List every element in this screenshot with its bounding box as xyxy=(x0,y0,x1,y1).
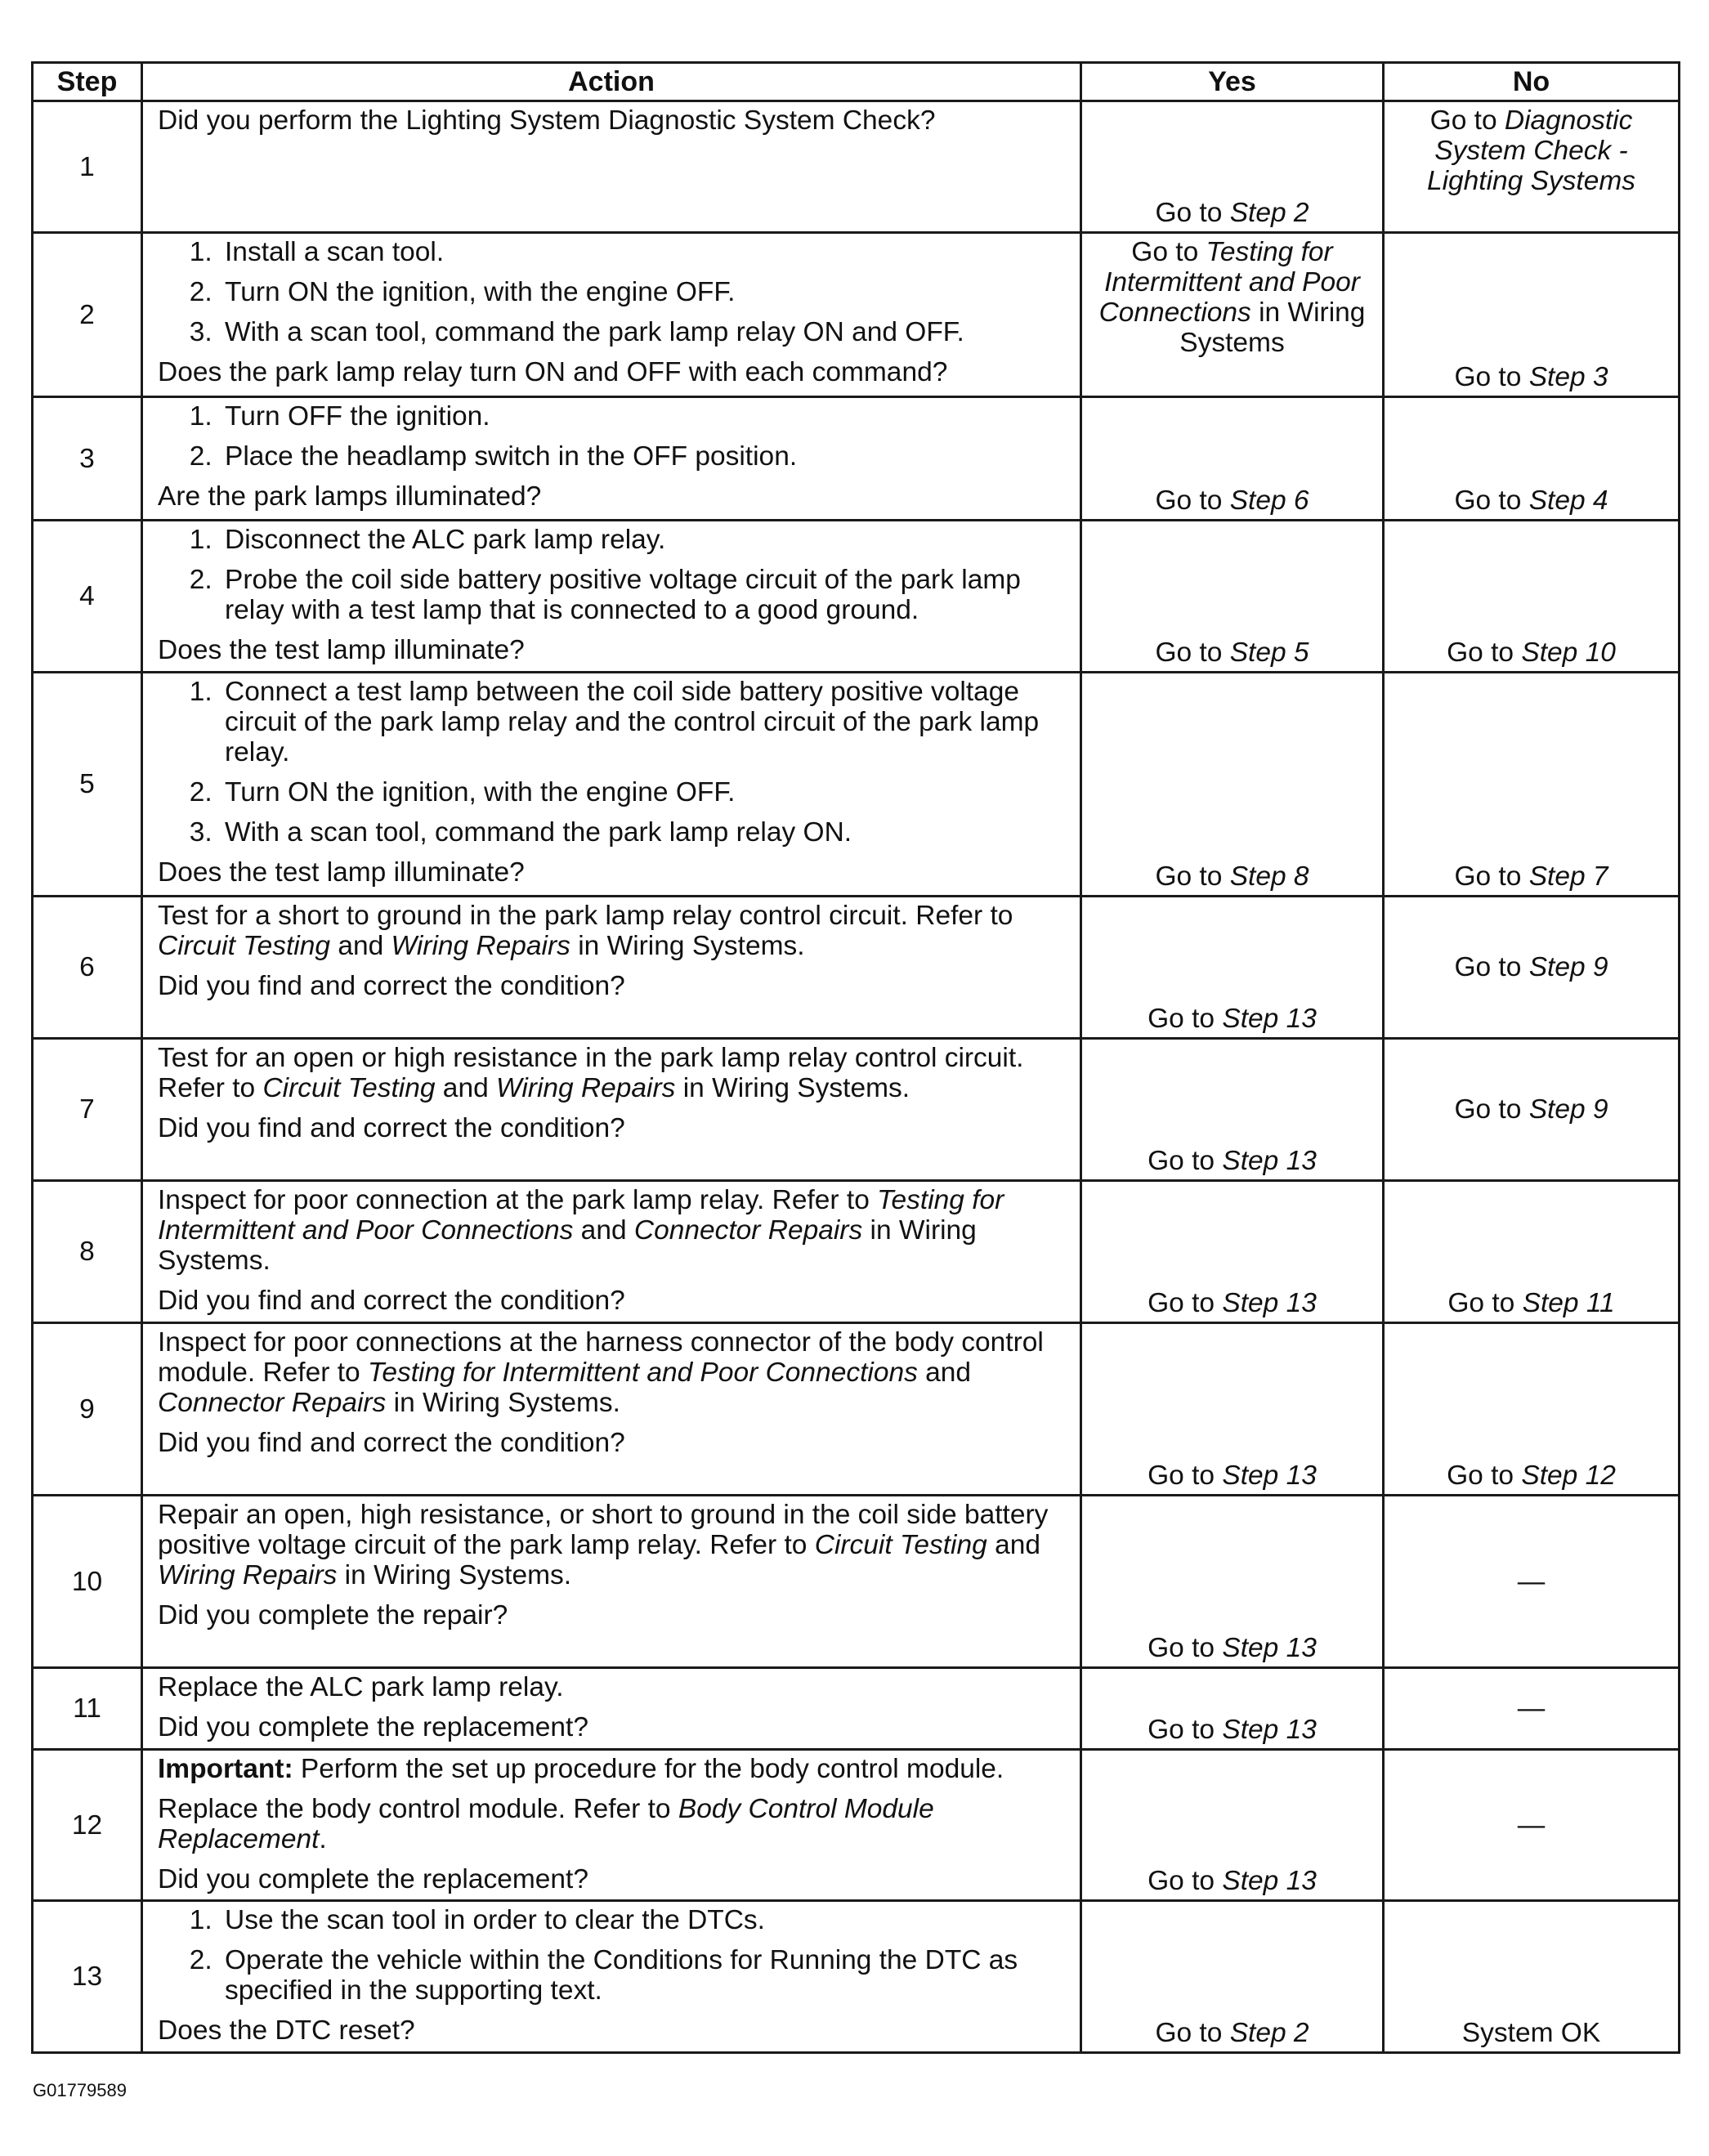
table-row xyxy=(33,101,1680,233)
yes-cell xyxy=(1081,1668,1384,1750)
action-text-part: and xyxy=(986,1530,1040,1560)
yes-cell xyxy=(1081,521,1384,673)
yes-prefix: Go to xyxy=(1148,1460,1223,1491)
table-row xyxy=(33,233,1680,397)
yes-prefix: Go to xyxy=(1155,861,1230,892)
yes-prefix: Go to xyxy=(1148,1288,1223,1318)
action-text-part: Inspect for poor connection at the park lamp relay. Refer to xyxy=(158,1185,878,1215)
header-action: Action xyxy=(142,63,1081,101)
action-text xyxy=(158,1500,1067,1590)
action-text-part: and xyxy=(573,1215,634,1246)
yes-link[interactable]: Step 13 xyxy=(1222,1715,1317,1745)
action-cell xyxy=(142,1496,1081,1668)
table-row xyxy=(33,1496,1680,1668)
yes-link[interactable]: Step 13 xyxy=(1222,1146,1317,1176)
yes-cell xyxy=(1081,233,1384,397)
no-link[interactable]: Step 9 xyxy=(1528,952,1608,982)
no-link[interactable]: Step 12 xyxy=(1521,1460,1616,1491)
action-steps xyxy=(158,1905,1067,2006)
action-step-item: 2. Turn ON the ignition, with the engine OFF. xyxy=(220,777,1067,807)
table-row xyxy=(33,1668,1680,1750)
yes-prefix: Go to xyxy=(1148,1866,1223,1896)
action-cell xyxy=(142,673,1081,897)
action-step-item: 2. Probe the coil side battery positive voltage circuit of the park lamp relay with a test lamp that is connected to a good ground. xyxy=(220,565,1067,625)
no-link[interactable]: Diagnostic System Check - Lighting Systems xyxy=(1426,105,1636,196)
action-question: Does the park lamp relay turn ON and OFF with each command? xyxy=(158,357,948,387)
reference-link[interactable]: Circuit Testing xyxy=(814,1530,987,1560)
reference-link[interactable]: Connector Repairs xyxy=(633,1215,863,1246)
no-cell xyxy=(1384,101,1680,233)
action-text xyxy=(158,1327,1067,1418)
action-step-item: 2. Turn ON the ignition, with the engine OFF. xyxy=(220,277,1067,307)
yes-link[interactable]: Step 5 xyxy=(1229,637,1309,668)
step-number: 13 xyxy=(33,1901,142,2053)
table-row xyxy=(33,1750,1680,1901)
action-text-part: Replace the body control module. Refer to xyxy=(158,1794,678,1824)
action-cell xyxy=(142,1668,1081,1750)
no-link[interactable]: Step 9 xyxy=(1528,1094,1608,1125)
reference-link[interactable]: Body Control Module Replacement xyxy=(158,1794,934,1854)
action-cell xyxy=(142,1039,1081,1181)
step-number: 8 xyxy=(33,1181,142,1323)
reference-link[interactable]: Testing for Intermittent and Poor Connections xyxy=(158,1185,1004,1246)
step-number: 3 xyxy=(33,397,142,521)
table-row xyxy=(33,1039,1680,1181)
reference-link[interactable]: Wiring Repairs xyxy=(158,1560,338,1590)
yes-link[interactable]: Step 2 xyxy=(1229,2018,1309,2048)
no-link[interactable]: Step 3 xyxy=(1528,362,1608,392)
no-prefix: Go to xyxy=(1447,1288,1523,1318)
yes-cell xyxy=(1081,897,1384,1039)
diagnostic-table-container xyxy=(31,61,1678,2054)
action-cell xyxy=(142,1181,1081,1323)
yes-cell xyxy=(1081,1323,1384,1496)
no-link[interactable]: Step 4 xyxy=(1528,485,1608,516)
yes-cell xyxy=(1081,101,1384,233)
no-cell xyxy=(1384,897,1680,1039)
action-steps xyxy=(158,677,1067,848)
important-note xyxy=(158,1754,1067,1784)
yes-link[interactable]: Step 13 xyxy=(1222,1460,1317,1491)
action-text-part: Test for an open or high resistance in the park lamp relay control circuit. Refer to xyxy=(158,1043,1024,1103)
reference-link[interactable]: Wiring Repairs xyxy=(391,931,570,961)
action-text: Did you perform the Lighting System Diagnostic System Check? xyxy=(158,105,936,136)
table-row xyxy=(33,1181,1680,1323)
step-number: 5 xyxy=(33,673,142,897)
action-cell xyxy=(142,233,1081,397)
table-row xyxy=(33,1323,1680,1496)
no-cell xyxy=(1384,233,1680,397)
reference-link[interactable]: Circuit Testing xyxy=(158,931,331,961)
table-row xyxy=(33,897,1680,1039)
action-step-item: 1. Use the scan tool in order to clear the DTCs. xyxy=(220,1905,1067,1935)
no-prefix: Go to xyxy=(1447,1460,1522,1491)
no-text: — xyxy=(1517,1566,1546,1597)
no-prefix: Go to xyxy=(1454,485,1529,516)
step-number: 1 xyxy=(33,101,142,233)
yes-link[interactable]: Step 6 xyxy=(1229,485,1309,516)
step-number: 2 xyxy=(33,233,142,397)
step-number: 7 xyxy=(33,1039,142,1181)
action-question: Does the DTC reset? xyxy=(158,2015,415,2046)
step-number: 10 xyxy=(33,1496,142,1668)
action-question: Did you complete the replacement? xyxy=(158,1864,588,1894)
table-row xyxy=(33,521,1680,673)
action-step-item: 1. Connect a test lamp between the coil side battery positive voltage circuit of the park lamp relay and the control circuit of the park lamp relay. xyxy=(220,677,1067,767)
yes-link[interactable]: Step 13 xyxy=(1222,1288,1317,1318)
step-number: 12 xyxy=(33,1750,142,1901)
important-text: Perform the set up procedure for the body control module. xyxy=(293,1754,1004,1784)
step-number: 11 xyxy=(33,1668,142,1750)
action-cell xyxy=(142,1901,1081,2053)
yes-link[interactable]: Step 8 xyxy=(1229,861,1309,892)
action-cell xyxy=(142,1750,1081,1901)
yes-link[interactable]: Step 13 xyxy=(1222,1004,1317,1034)
reference-link[interactable]: Wiring Repairs xyxy=(496,1073,676,1103)
yes-cell xyxy=(1081,1496,1384,1668)
action-text xyxy=(158,1185,1067,1276)
no-text: System OK xyxy=(1461,2018,1601,2048)
yes-cell xyxy=(1081,397,1384,521)
action-steps xyxy=(158,401,1067,472)
action-step-item: 3. With a scan tool, command the park lamp relay ON and OFF. xyxy=(220,317,1067,347)
no-prefix: Go to xyxy=(1454,1094,1529,1125)
no-cell xyxy=(1384,521,1680,673)
no-cell xyxy=(1384,1668,1680,1750)
no-cell xyxy=(1384,1750,1680,1901)
no-cell xyxy=(1384,673,1680,897)
action-cell xyxy=(142,897,1081,1039)
action-step-item: 2. Operate the vehicle within the Conditions for Running the DTC as specified in the supporting text. xyxy=(220,1945,1067,2006)
yes-prefix: Go to xyxy=(1148,1004,1223,1034)
action-cell xyxy=(142,101,1081,233)
action-text-part: and xyxy=(435,1073,497,1103)
yes-suffix: in Wiring Systems xyxy=(1179,297,1366,358)
action-step-item: 3. With a scan tool, command the park lamp relay ON. xyxy=(220,817,1067,848)
table-row xyxy=(33,397,1680,521)
action-question: Did you find and correct the condition? xyxy=(158,1428,625,1458)
reference-link[interactable]: Circuit Testing xyxy=(262,1073,436,1103)
action-question: Did you find and correct the condition? xyxy=(158,971,625,1001)
no-cell xyxy=(1384,397,1680,521)
no-cell xyxy=(1384,1181,1680,1323)
yes-prefix: Go to xyxy=(1148,1715,1223,1745)
action-text-part: Inspect for poor connections at the harness connector of the body control module. Refer to xyxy=(158,1327,1044,1388)
no-cell xyxy=(1384,1901,1680,2053)
yes-prefix: Go to xyxy=(1148,1146,1223,1176)
no-cell xyxy=(1384,1496,1680,1668)
no-cell xyxy=(1384,1039,1680,1181)
action-text-part: in Wiring Systems. xyxy=(386,1388,620,1418)
yes-prefix: Go to xyxy=(1155,637,1230,668)
yes-link[interactable]: Step 13 xyxy=(1222,1866,1317,1896)
no-link[interactable]: Step 11 xyxy=(1522,1288,1615,1318)
important-label: Important: xyxy=(158,1754,293,1784)
action-text-part: Test for a short to ground in the park lamp relay control circuit. Refer to xyxy=(158,901,1013,931)
yes-cell xyxy=(1081,1901,1384,2053)
action-text-part: Repair an open, high resistance, or short to ground in the coil side battery positive voltage circuit of the park lamp relay. Refer to xyxy=(158,1500,1049,1560)
action-cell xyxy=(142,521,1081,673)
action-question: Did you find and correct the condition? xyxy=(158,1286,625,1316)
action-step-item: 1. Turn OFF the ignition. xyxy=(220,401,1067,432)
step-number: 9 xyxy=(33,1323,142,1496)
action-question: Does the test lamp illuminate? xyxy=(158,857,525,888)
step-number: 4 xyxy=(33,521,142,673)
reference-link[interactable]: Connector Repairs xyxy=(158,1388,387,1418)
action-step-item: 2. Place the headlamp switch in the OFF position. xyxy=(220,441,1067,472)
action-text xyxy=(158,1043,1067,1103)
yes-cell xyxy=(1081,673,1384,897)
action-step-item: 1. Disconnect the ALC park lamp relay. xyxy=(220,525,1067,555)
action-question: Are the park lamps illuminated? xyxy=(158,481,542,512)
yes-link[interactable]: Step 2 xyxy=(1229,198,1309,228)
action-question: Did you complete the repair? xyxy=(158,1600,508,1630)
step-number: 6 xyxy=(33,897,142,1039)
header-step: Step xyxy=(33,63,142,101)
header-yes: Yes xyxy=(1081,63,1384,101)
header-row xyxy=(33,63,1680,101)
action-text-part: and xyxy=(917,1358,972,1388)
table-row xyxy=(33,1901,1680,2053)
diagnostic-table xyxy=(31,61,1680,2054)
action-text xyxy=(158,1794,1067,1854)
action-text-part: in Wiring Systems. xyxy=(675,1073,910,1103)
action-step-item: 1. Install a scan tool. xyxy=(220,237,1067,267)
no-prefix: Go to xyxy=(1454,362,1529,392)
no-link[interactable]: Step 7 xyxy=(1528,861,1608,892)
action-text-part: and xyxy=(330,931,391,961)
action-text-part: . xyxy=(319,1824,327,1854)
yes-prefix: Go to xyxy=(1148,1633,1223,1663)
no-text: — xyxy=(1517,1693,1546,1724)
figure-code: G01779589 xyxy=(33,2080,127,2100)
action-question: Did you find and correct the condition? xyxy=(158,1113,625,1143)
no-link[interactable]: Step 10 xyxy=(1521,637,1616,668)
yes-cell xyxy=(1081,1750,1384,1901)
reference-link[interactable]: Testing for Intermittent and Poor Connections xyxy=(367,1358,918,1388)
action-text xyxy=(158,901,1067,961)
yes-prefix: Go to xyxy=(1131,237,1206,267)
no-prefix: Go to xyxy=(1447,637,1522,668)
action-text-part: in Wiring Systems. xyxy=(158,1215,977,1276)
action-steps xyxy=(158,237,1067,347)
yes-link[interactable]: Step 13 xyxy=(1222,1633,1317,1663)
yes-prefix: Go to xyxy=(1155,2018,1230,2048)
yes-cell xyxy=(1081,1181,1384,1323)
action-text-part: in Wiring Systems. xyxy=(337,1560,572,1590)
action-cell xyxy=(142,397,1081,521)
action-text: Replace the ALC park lamp relay. xyxy=(158,1672,564,1702)
no-prefix: Go to xyxy=(1454,861,1529,892)
action-cell xyxy=(142,1323,1081,1496)
yes-cell xyxy=(1081,1039,1384,1181)
action-steps xyxy=(158,525,1067,625)
no-text: — xyxy=(1517,1809,1546,1841)
yes-prefix: Go to xyxy=(1155,198,1230,228)
action-question: Did you complete the replacement? xyxy=(158,1712,588,1742)
no-cell xyxy=(1384,1323,1680,1496)
table-row xyxy=(33,673,1680,897)
yes-link[interactable]: Testing for Intermittent and Poor Connections xyxy=(1098,237,1360,328)
header-no: No xyxy=(1384,63,1680,101)
action-text-part: in Wiring Systems. xyxy=(570,931,805,961)
no-prefix: Go to xyxy=(1454,952,1529,982)
no-prefix: Go to xyxy=(1429,105,1505,136)
action-question: Does the test lamp illuminate? xyxy=(158,635,525,665)
yes-prefix: Go to xyxy=(1155,485,1230,516)
